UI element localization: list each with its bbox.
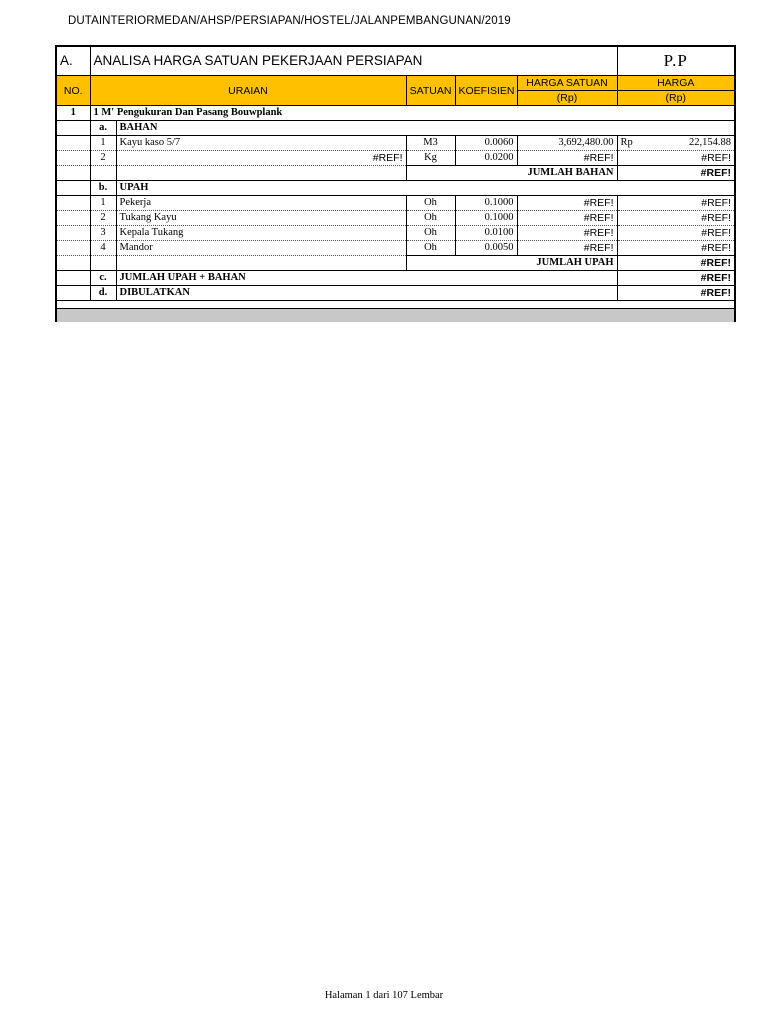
bahan-total-label: JUMLAH BAHAN — [406, 166, 617, 181]
upah-row-no: 2 — [90, 211, 116, 226]
upah-row-harga: #REF! — [617, 241, 734, 256]
col-harga: HARGA — [617, 76, 734, 91]
upah-row-koefisien: 0.0050 — [455, 241, 517, 256]
upah-row-harga-satuan: #REF! — [517, 226, 617, 241]
sheet-title: ANALISA HARGA SATUAN PEKERJAAN PERSIAPAN — [90, 47, 617, 76]
upah-row-uraian: Kepala Tukang — [116, 226, 406, 241]
document-path: DUTAINTERIORMEDAN/AHSP/PERSIAPAN/HOSTEL/JALANPEMBANGUNAN/2019 — [68, 15, 511, 27]
col-harga-satuan: HARGA SATUAN — [517, 76, 617, 91]
col-harga-satuan-unit: (Rp) — [517, 91, 617, 106]
col-satuan: SATUAN — [406, 76, 455, 106]
bahan-row-no: 2 — [90, 151, 116, 166]
bahan-row-uraian: #REF! — [116, 151, 406, 166]
upah-row-koefisien: 0.1000 — [455, 196, 517, 211]
col-no: NO. — [57, 76, 90, 106]
upah-row-no: 3 — [90, 226, 116, 241]
table-row — [57, 226, 734, 241]
upah-row-uraian: Pekerja — [116, 196, 406, 211]
item-title: 1 M' Pengukuran Dan Pasang Bouwplank — [90, 106, 734, 121]
summary-d-value: #REF! — [617, 286, 734, 301]
upah-total-label: JUMLAH UPAH — [406, 256, 617, 271]
bahan-row-koefisien: 0.0200 — [455, 151, 517, 166]
summary-d-row — [57, 286, 734, 301]
bahan-total-value: #REF! — [617, 166, 734, 181]
col-harga-unit: (Rp) — [617, 91, 734, 106]
page-footer: Halaman 1 dari 107 Lembar — [324, 990, 444, 1001]
bahan-letter: a. — [90, 121, 116, 136]
col-uraian: URAIAN — [90, 76, 406, 106]
table-row — [57, 211, 734, 226]
summary-c-letter: c. — [90, 271, 116, 286]
table-row — [57, 196, 734, 211]
table-row — [57, 151, 734, 166]
bahan-row-no: 1 — [90, 136, 116, 151]
bahan-row-satuan: Kg — [406, 151, 455, 166]
sheet-code: P.P — [617, 47, 734, 76]
bahan-header-row — [57, 121, 734, 136]
table-row — [57, 241, 734, 256]
upah-letter: b. — [90, 181, 116, 196]
upah-total-value: #REF! — [617, 256, 734, 271]
analysis-table — [57, 47, 734, 301]
upah-row-harga: #REF! — [617, 196, 734, 211]
upah-total-row — [57, 256, 734, 271]
summary-d-letter: d. — [90, 286, 116, 301]
item-row — [57, 106, 734, 121]
upah-row-no: 4 — [90, 241, 116, 256]
bahan-row-harga-satuan: #REF! — [517, 151, 617, 166]
upah-row-satuan: Oh — [406, 226, 455, 241]
upah-row-uraian: Tukang Kayu — [116, 211, 406, 226]
summary-c-label: JUMLAH UPAH + BAHAN — [116, 271, 617, 286]
title-row — [57, 47, 734, 76]
upah-row-koefisien: 0.0100 — [455, 226, 517, 241]
upah-row-harga-satuan: #REF! — [517, 196, 617, 211]
upah-row-harga-satuan: #REF! — [517, 241, 617, 256]
upah-row-no: 1 — [90, 196, 116, 211]
bahan-row-harga: 22,154.88 — [689, 137, 731, 148]
upah-row-satuan: Oh — [406, 196, 455, 211]
currency-label: Rp — [620, 137, 633, 148]
upah-row-uraian: Mandor — [116, 241, 406, 256]
item-no: 1 — [57, 106, 90, 121]
column-header-row-top — [57, 76, 734, 91]
bahan-row-harga-satuan: 3,692,480.00 — [517, 136, 617, 151]
upah-row-harga-satuan: #REF! — [517, 211, 617, 226]
bahan-row-koefisien: 0.0060 — [455, 136, 517, 151]
summary-d-label: DIBULATKAN — [116, 286, 617, 301]
bahan-row-harga: #REF! — [617, 151, 734, 166]
bahan-row-satuan: M3 — [406, 136, 455, 151]
table-row — [57, 136, 734, 151]
upah-row-harga: #REF! — [617, 211, 734, 226]
upah-row-harga: #REF! — [617, 226, 734, 241]
upah-label: UPAH — [116, 181, 734, 196]
sheet-bottom-band — [55, 308, 736, 322]
col-koefisien: KOEFISIEN — [455, 76, 517, 106]
bahan-row-uraian: Kayu kaso 5/7 — [116, 136, 406, 151]
summary-c-row — [57, 271, 734, 286]
upah-row-satuan: Oh — [406, 211, 455, 226]
upah-header-row — [57, 181, 734, 196]
upah-row-satuan: Oh — [406, 241, 455, 256]
bahan-label: BAHAN — [116, 121, 734, 136]
bahan-total-row — [57, 166, 734, 181]
summary-c-value: #REF! — [617, 271, 734, 286]
section-letter: A. — [57, 47, 90, 76]
upah-row-koefisien: 0.1000 — [455, 211, 517, 226]
